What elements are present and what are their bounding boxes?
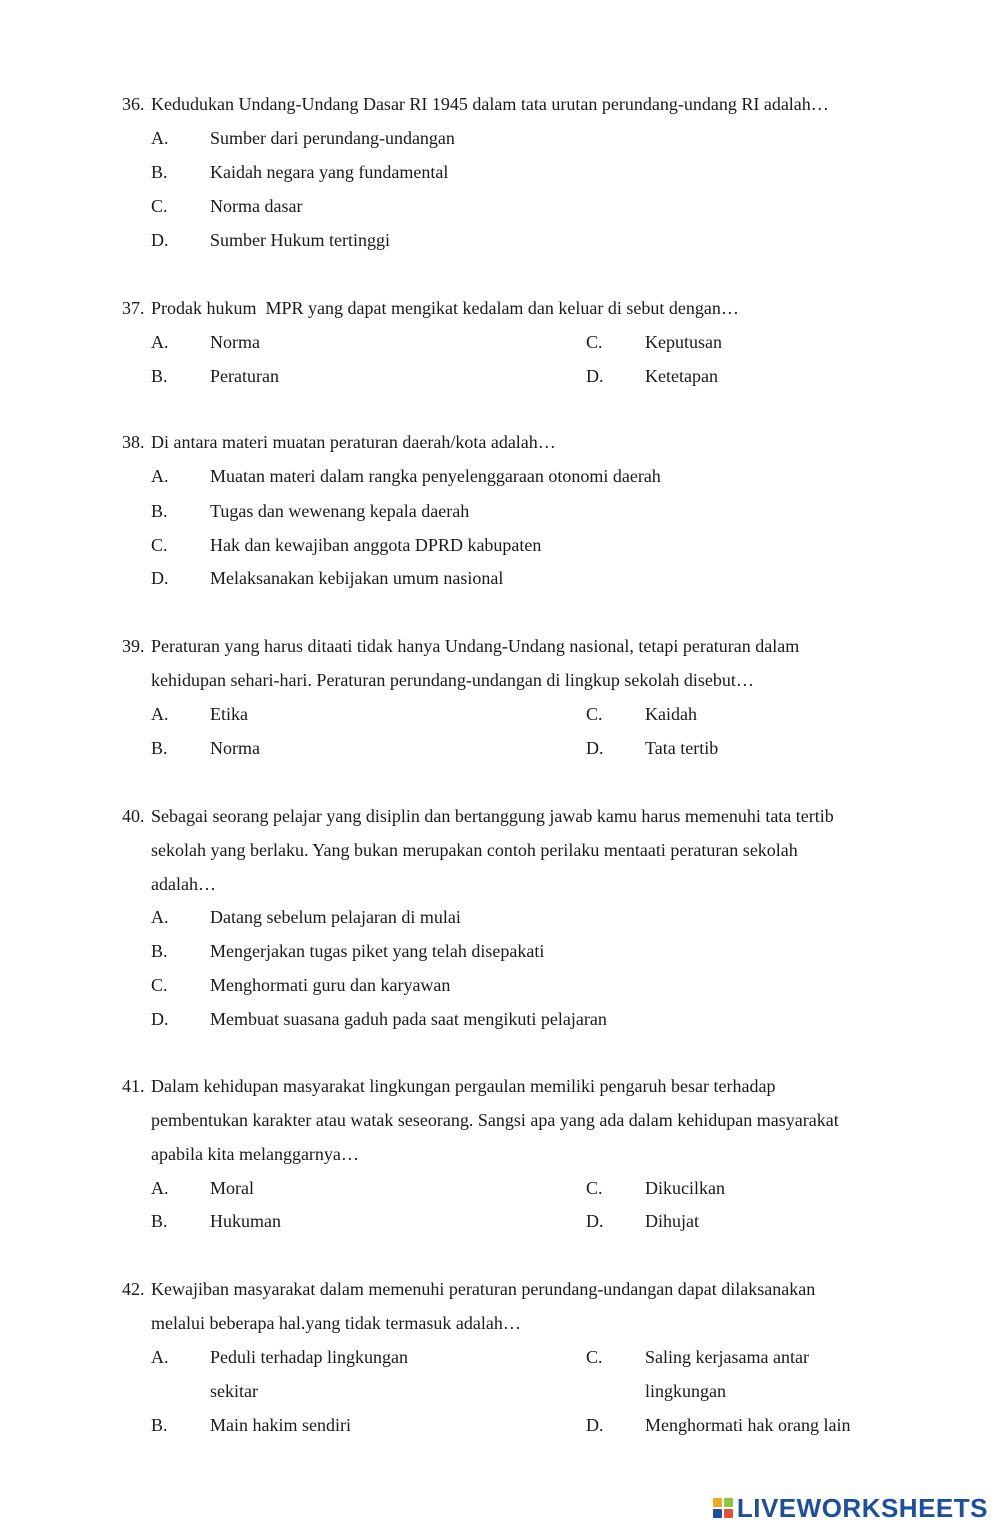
- option-letter: B.: [151, 941, 168, 961]
- option-d[interactable]: [151, 1002, 607, 1036]
- option-a[interactable]: [151, 900, 461, 934]
- stem-line: Kedudukan Undang-Undang Dasar RI 1945 dalam tata urutan perundang-undang RI adalah…: [151, 94, 829, 114]
- option-text: Norma: [210, 738, 260, 758]
- option-a[interactable]: [151, 1340, 408, 1408]
- option-text: Membuat suasana gaduh pada saat mengikuti pelajaran: [210, 1009, 607, 1029]
- stem-line: Sebagai seorang pelajar yang disiplin dan bertanggung jawab kamu harus memenuhi tata tertib: [151, 806, 834, 826]
- option-d[interactable]: [151, 561, 503, 595]
- option-text-line: Peduli terhadap lingkungan: [210, 1347, 408, 1367]
- option-text: [210, 1340, 408, 1408]
- stem-line: Kewajiban masyarakat dalam memenuhi peraturan perundang-undangan dapat dilaksanakan: [151, 1279, 816, 1299]
- option-letter: C.: [151, 975, 168, 995]
- option-text: Mengerjakan tugas piket yang telah disepakati: [210, 941, 545, 961]
- liveworksheets-watermark[interactable]: [713, 1492, 988, 1524]
- option-letter: A.: [151, 704, 169, 724]
- option-text: Hak dan kewajiban anggota DPRD kabupaten: [210, 535, 542, 555]
- question-stem: [122, 799, 912, 901]
- question-number: 38.: [122, 432, 145, 452]
- option-text: Keputusan: [645, 332, 722, 352]
- option-letter: C.: [151, 196, 168, 216]
- option-text: Melaksanakan kebijakan umum nasional: [210, 568, 504, 588]
- option-text-line: sekitar: [210, 1381, 258, 1401]
- option-d[interactable]: [586, 731, 718, 765]
- question-stem: [122, 425, 912, 459]
- option-letter: B.: [151, 1211, 168, 1231]
- option-text: Sumber Hukum tertinggi: [210, 230, 390, 250]
- option-letter: D.: [151, 568, 169, 588]
- option-letter: A.: [151, 466, 169, 486]
- question-number: 40.: [122, 806, 145, 826]
- option-text: Sumber dari perundang-undangan: [210, 128, 455, 148]
- option-d[interactable]: [586, 1408, 850, 1442]
- question-number: 42.: [122, 1279, 145, 1299]
- option-d[interactable]: [151, 223, 390, 257]
- option-text: Kaidah: [645, 704, 697, 724]
- option-letter: D.: [151, 1009, 169, 1029]
- option-b[interactable]: [151, 359, 279, 393]
- option-text: Kaidah negara yang fundamental: [210, 162, 449, 182]
- option-c[interactable]: [151, 528, 541, 562]
- option-letter: C.: [586, 1347, 603, 1367]
- question-number: 37.: [122, 298, 145, 318]
- option-letter: B.: [151, 1415, 168, 1435]
- option-text: Dikucilkan: [645, 1178, 725, 1198]
- option-letter: D.: [586, 366, 604, 386]
- option-letter: D.: [586, 738, 604, 758]
- option-c[interactable]: [586, 697, 697, 731]
- stem-line: adalah…: [151, 874, 216, 894]
- option-letter: C.: [586, 1178, 603, 1198]
- option-text-line: Saling kerjasama antar: [645, 1347, 809, 1367]
- watermark-text: LIVEWORKSHEETS: [736, 1492, 988, 1523]
- option-letter: C.: [586, 704, 603, 724]
- option-letter: C.: [586, 332, 603, 352]
- question-stem: [122, 291, 912, 325]
- question-stem: [122, 1069, 912, 1171]
- question-stem: [122, 87, 912, 121]
- question-stem: [122, 629, 912, 697]
- option-b[interactable]: [151, 1408, 351, 1442]
- option-text: Moral: [210, 1178, 254, 1198]
- option-letter: A.: [151, 907, 169, 927]
- option-text: Datang sebelum pelajaran di mulai: [210, 907, 461, 927]
- stem-line: Prodak hukum MPR yang dapat mengikat kedalam dan keluar di sebut dengan…: [151, 298, 739, 318]
- option-a[interactable]: [151, 697, 248, 731]
- stem-line: kehidupan sehari-hari. Peraturan perundang-undangan di lingkup sekolah disebut…: [151, 670, 754, 690]
- option-text: Ketetapan: [645, 366, 718, 386]
- option-text: Menghormati guru dan karyawan: [210, 975, 451, 995]
- stem-line: pembentukan karakter atau watak seseorang. Sangsi apa yang ada dalam kehidupan masyarakat: [151, 1110, 839, 1130]
- option-letter: A.: [151, 332, 169, 352]
- option-c[interactable]: [586, 325, 722, 359]
- option-text: Dihujat: [645, 1211, 699, 1231]
- option-text: Muatan materi dalam rangka penyelenggaraan otonomi daerah: [210, 466, 661, 486]
- option-text: Norma dasar: [210, 196, 303, 216]
- option-a[interactable]: [151, 1171, 254, 1205]
- option-letter: D.: [586, 1211, 604, 1231]
- option-text: Tugas dan wewenang kepala daerah: [210, 501, 470, 521]
- logo-square: [713, 1498, 722, 1507]
- question-stem: [122, 1272, 912, 1340]
- stem-line: melalui beberapa hal.yang tidak termasuk adalah…: [151, 1313, 521, 1333]
- option-text: Hukuman: [210, 1211, 281, 1231]
- option-letter: A.: [151, 128, 169, 148]
- stem-line: Peraturan yang harus ditaati tidak hanya Undang-Undang nasional, tetapi peraturan dalam: [151, 636, 800, 656]
- option-letter: D.: [586, 1415, 604, 1435]
- option-letter: B.: [151, 501, 168, 521]
- option-text-line: lingkungan: [645, 1381, 726, 1401]
- question-number: 41.: [122, 1076, 145, 1096]
- option-text: Norma: [210, 332, 260, 352]
- option-letter: A.: [151, 1178, 169, 1198]
- option-c[interactable]: [151, 968, 450, 1002]
- stem-line: apabila kita melanggarnya…: [151, 1144, 359, 1164]
- option-text: [645, 1340, 809, 1408]
- option-text: Tata tertib: [645, 738, 719, 758]
- question-number: 39.: [122, 636, 145, 656]
- option-b[interactable]: [151, 1204, 281, 1238]
- option-c[interactable]: [151, 189, 302, 223]
- option-b[interactable]: [151, 731, 260, 765]
- option-b[interactable]: [151, 934, 544, 968]
- logo-square: [713, 1509, 722, 1518]
- option-b[interactable]: [151, 155, 448, 189]
- option-a[interactable]: [151, 121, 455, 155]
- stem-line: Dalam kehidupan masyarakat lingkungan pergaulan memiliki pengaruh besar terhadap: [151, 1076, 776, 1096]
- option-d[interactable]: [586, 1204, 699, 1238]
- option-c[interactable]: [586, 1171, 725, 1205]
- question-number: 36.: [122, 94, 145, 114]
- logo-square: [724, 1498, 733, 1507]
- option-b[interactable]: [151, 494, 469, 528]
- option-a[interactable]: [151, 459, 661, 493]
- liveworksheets-logo-icon: [713, 1498, 733, 1518]
- option-text: Etika: [210, 704, 248, 724]
- stem-line: sekolah yang berlaku. Yang bukan merupakan contoh perilaku mentaati peraturan sekolah: [151, 840, 798, 860]
- option-letter: C.: [151, 535, 168, 555]
- option-text: Menghormati hak orang lain: [645, 1415, 851, 1435]
- option-letter: D.: [151, 230, 169, 250]
- option-letter: B.: [151, 738, 168, 758]
- option-letter: B.: [151, 366, 168, 386]
- option-letter: A.: [151, 1347, 169, 1367]
- stem-line: Di antara materi muatan peraturan daerah/kota adalah…: [151, 432, 556, 452]
- option-c[interactable]: [586, 1340, 809, 1408]
- option-letter: B.: [151, 162, 168, 182]
- option-d[interactable]: [586, 359, 718, 393]
- option-a[interactable]: [151, 325, 260, 359]
- option-text: Peraturan: [210, 366, 279, 386]
- logo-square: [724, 1509, 733, 1518]
- option-text: Main hakim sendiri: [210, 1415, 351, 1435]
